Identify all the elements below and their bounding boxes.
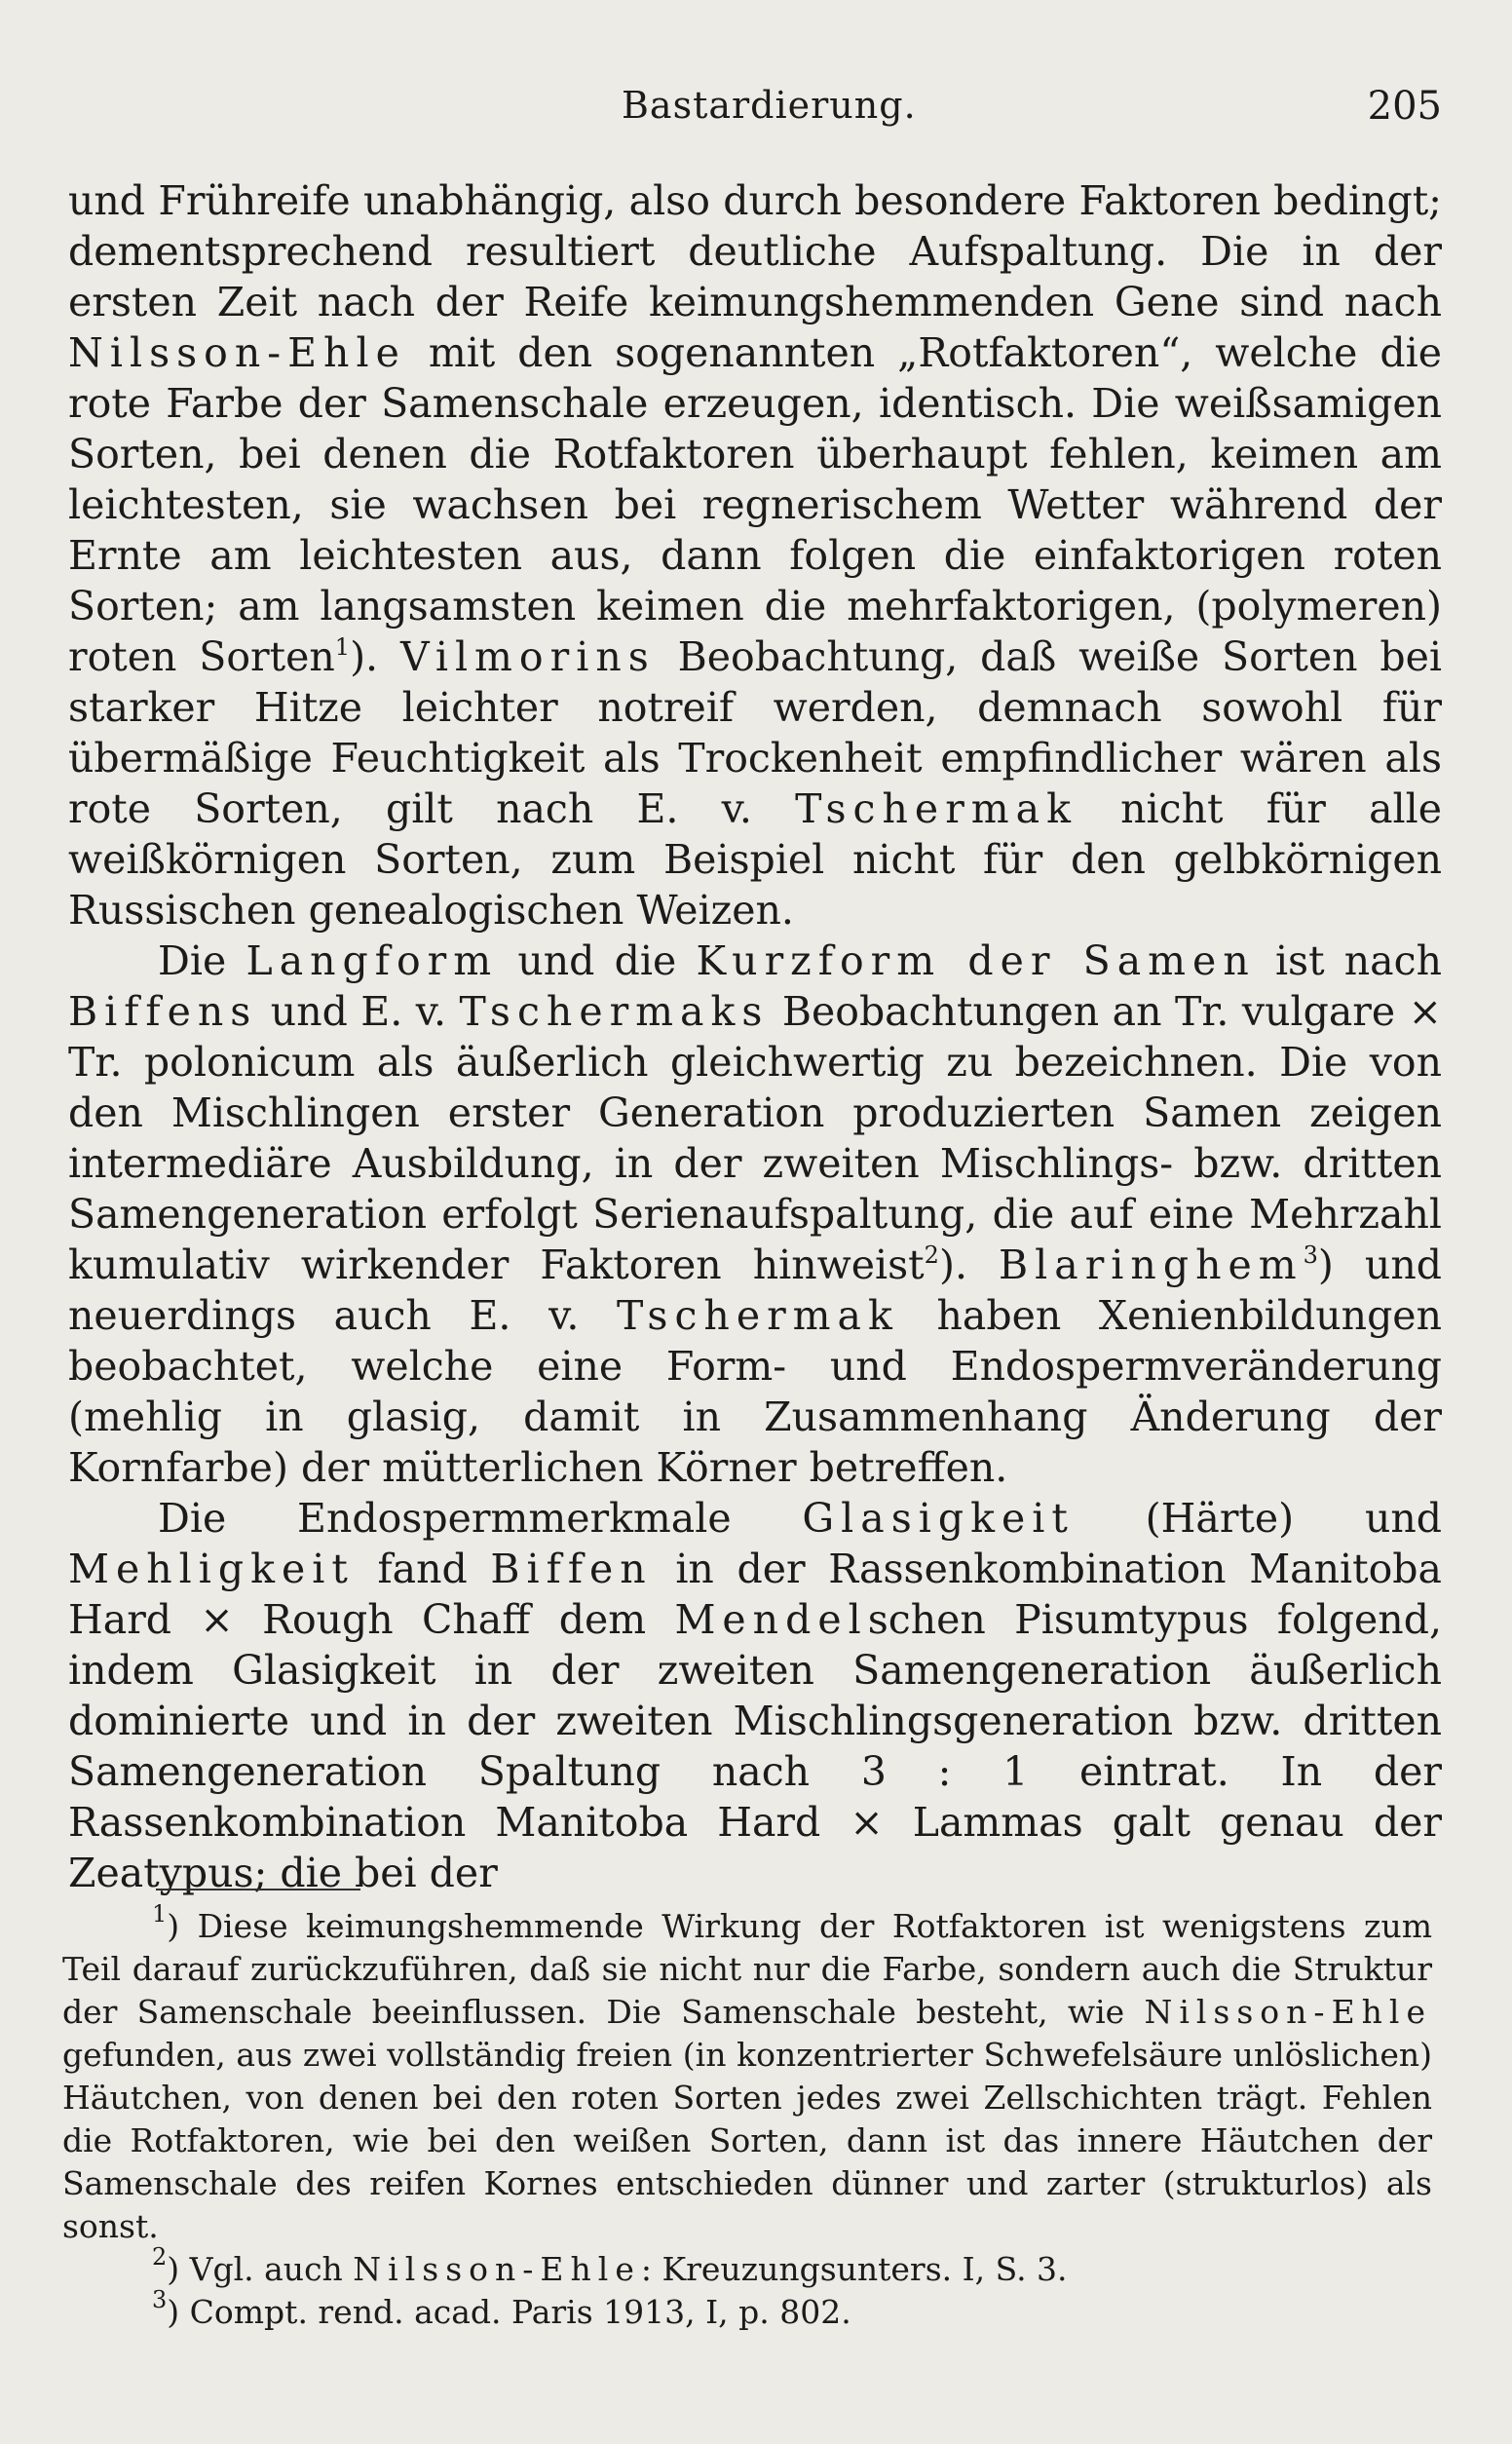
text-run: in der Rassenkombination Manitoba Hard × Rough Chaff dem <box>68 1546 1442 1643</box>
spaced-name: Biffens <box>68 988 258 1035</box>
text-run: ) Vgl. auch <box>167 2250 354 2288</box>
page-number: 205 <box>1367 84 1442 129</box>
paragraph-1 <box>68 175 1442 936</box>
text-run: Beobachtungen an Tr. vulgare × Tr. polonicum als äußerlich gleichwertig zu bezeichnen. Die von den Mischlingen erster Generation produzierten Samen zeigen intermediäre Ausbildung, in der zweiten Mischlings- bzw. dritten Samengeneration erfolgt Serienaufspaltung, die auf eine Mehrzahl kumulativ wirkender Faktoren hinweist <box>68 988 1442 1288</box>
text-run: schen Pisumtypus folgend, indem Glasigkeit in der zweiten Samengeneration äußerlich dominierte und in der zweiten Mischlingsgeneration bzw. dritten Samengeneration Spaltung nach 3 : 1 eintrat. In der Rassenkombination Manitoba Hard × Lammas galt genau der Zeatypus; die bei der <box>68 1596 1442 1896</box>
spaced-name: Mendel <box>674 1596 868 1643</box>
footnote-ref: 2 <box>152 2243 168 2271</box>
spaced-name: Blaringhem <box>999 1241 1304 1288</box>
text-run: mit den sogenannten „Rotfaktoren“, welche die rote Farbe der Samenschale erzeugen, identisch. Die weißsamigen Sorten, bei denen die Rotfaktoren überhaupt fehlen, keimen am leichtesten, sie wachsen bei regnerischem Wetter während der Ernte am leichtesten aus, dann folgen die einfaktorigen roten Sorten; am langsamsten keimen die mehrfaktorigen, (polymeren) roten Sorten <box>68 329 1442 680</box>
spaced-name: Tschermak <box>617 1292 899 1339</box>
text-run: : Kreuzungsunters. I, S. 3. <box>640 2250 1068 2288</box>
spaced-name: Tschermak <box>795 785 1077 832</box>
text-run: fand <box>354 1546 491 1592</box>
page-header <box>68 84 1442 142</box>
footnotes <box>62 1900 1432 2334</box>
text-run: ). <box>350 633 400 680</box>
text-run: haben Xenienbildungen beobachtet, welche eine Form- und Endospermveränderung (mehlig in glasig, damit in Zusammenhang Änderung der Kornfarbe) der mütterlichen Körner betreffen. <box>68 1292 1442 1491</box>
text-run: Die <box>158 937 246 984</box>
main-text <box>68 175 1442 1898</box>
footnote-ref: 3 <box>1303 1241 1318 1269</box>
footnote-ref: 1 <box>152 1900 168 1928</box>
running-head: Bastardierung. <box>622 84 917 127</box>
spaced-name: Nilsson-Ehle <box>68 329 406 376</box>
text-run: und die <box>498 937 697 984</box>
footnote-2 <box>62 2243 1432 2291</box>
spaced-name: Glasigkeit <box>802 1495 1075 1542</box>
text-run: Die Endospermmerkmale <box>158 1495 803 1542</box>
spaced-name: Tschermaks <box>459 988 770 1035</box>
spaced-name: Langform <box>246 937 499 984</box>
text-run: ) Diese keimungshemmende Wirkung der Rotfaktoren ist wenigstens zum Teil darauf zurückzuführen, daß sie nicht nur die Farbe, sondern auch die Struktur der Samenschale beeinflussen. Die Samenschale besteht, wie <box>62 1907 1432 2031</box>
text-run: ) Compt. rend. acad. Paris 1913, I, p. 802. <box>167 2293 851 2331</box>
text-run: ) und neuerdings auch E. v. <box>68 1241 1442 1339</box>
spaced-name: Nilsson-Ehle <box>1144 1993 1432 2031</box>
footnote-rule <box>156 1889 360 1890</box>
text-run: Beobachtung, daß weiße Sorten bei starker Hitze leichter notreif werden, demnach sowohl für übermäßige Feuchtigkeit als Trockenheit empfindlicher wären als rote Sorten, gilt nach E. v. <box>68 633 1442 832</box>
spaced-name: Mehligkeit <box>68 1546 355 1592</box>
spaced-name: Nilsson-Ehle <box>353 2250 641 2288</box>
footnote-1 <box>62 1900 1432 2248</box>
footnote-ref: 3 <box>152 2286 168 2313</box>
text-run: ist nach <box>1255 937 1442 984</box>
text-run: und E. v. <box>257 988 460 1035</box>
text-run: (Härte) und <box>1074 1495 1443 1542</box>
footnote-ref: 1 <box>334 633 351 661</box>
text-run: ). <box>938 1241 1000 1288</box>
spaced-name: Vilmorins <box>399 633 656 680</box>
text-run: nicht für alle weißkörnigen Sorten, zum Beispiel nicht für den gelbkörnigen Russischen genealogischen Weizen. <box>68 785 1443 934</box>
footnote-3 <box>62 2286 1432 2334</box>
footnote-ref: 2 <box>924 1241 939 1269</box>
paragraph-3 <box>68 1493 1442 1898</box>
paragraph-2 <box>68 936 1442 1493</box>
text-run: gefunden, aus zwei vollständig freien (in konzentrierter Schwefelsäure unlöslichen) Häutchen, von denen bei den roten Sorten jedes zwei Zellschichten trägt. Fehlen die Rotfaktoren, wie bei den weißen Sorten, dann ist das innere Häutchen der Samenschale des reifen Kornes entschieden dünner und zarter (strukturlos) als sonst. <box>62 2036 1432 2245</box>
spaced-name: Kurzform der Samen <box>696 937 1256 984</box>
text-run: und Frühreife unabhängig, also durch besondere Faktoren bedingt; dementsprechend resultiert deutliche Aufspaltung. Die in der ersten Zeit nach der Reife keimungshemmenden Gene sind nach <box>68 177 1442 325</box>
spaced-name: Biffen <box>490 1546 653 1592</box>
